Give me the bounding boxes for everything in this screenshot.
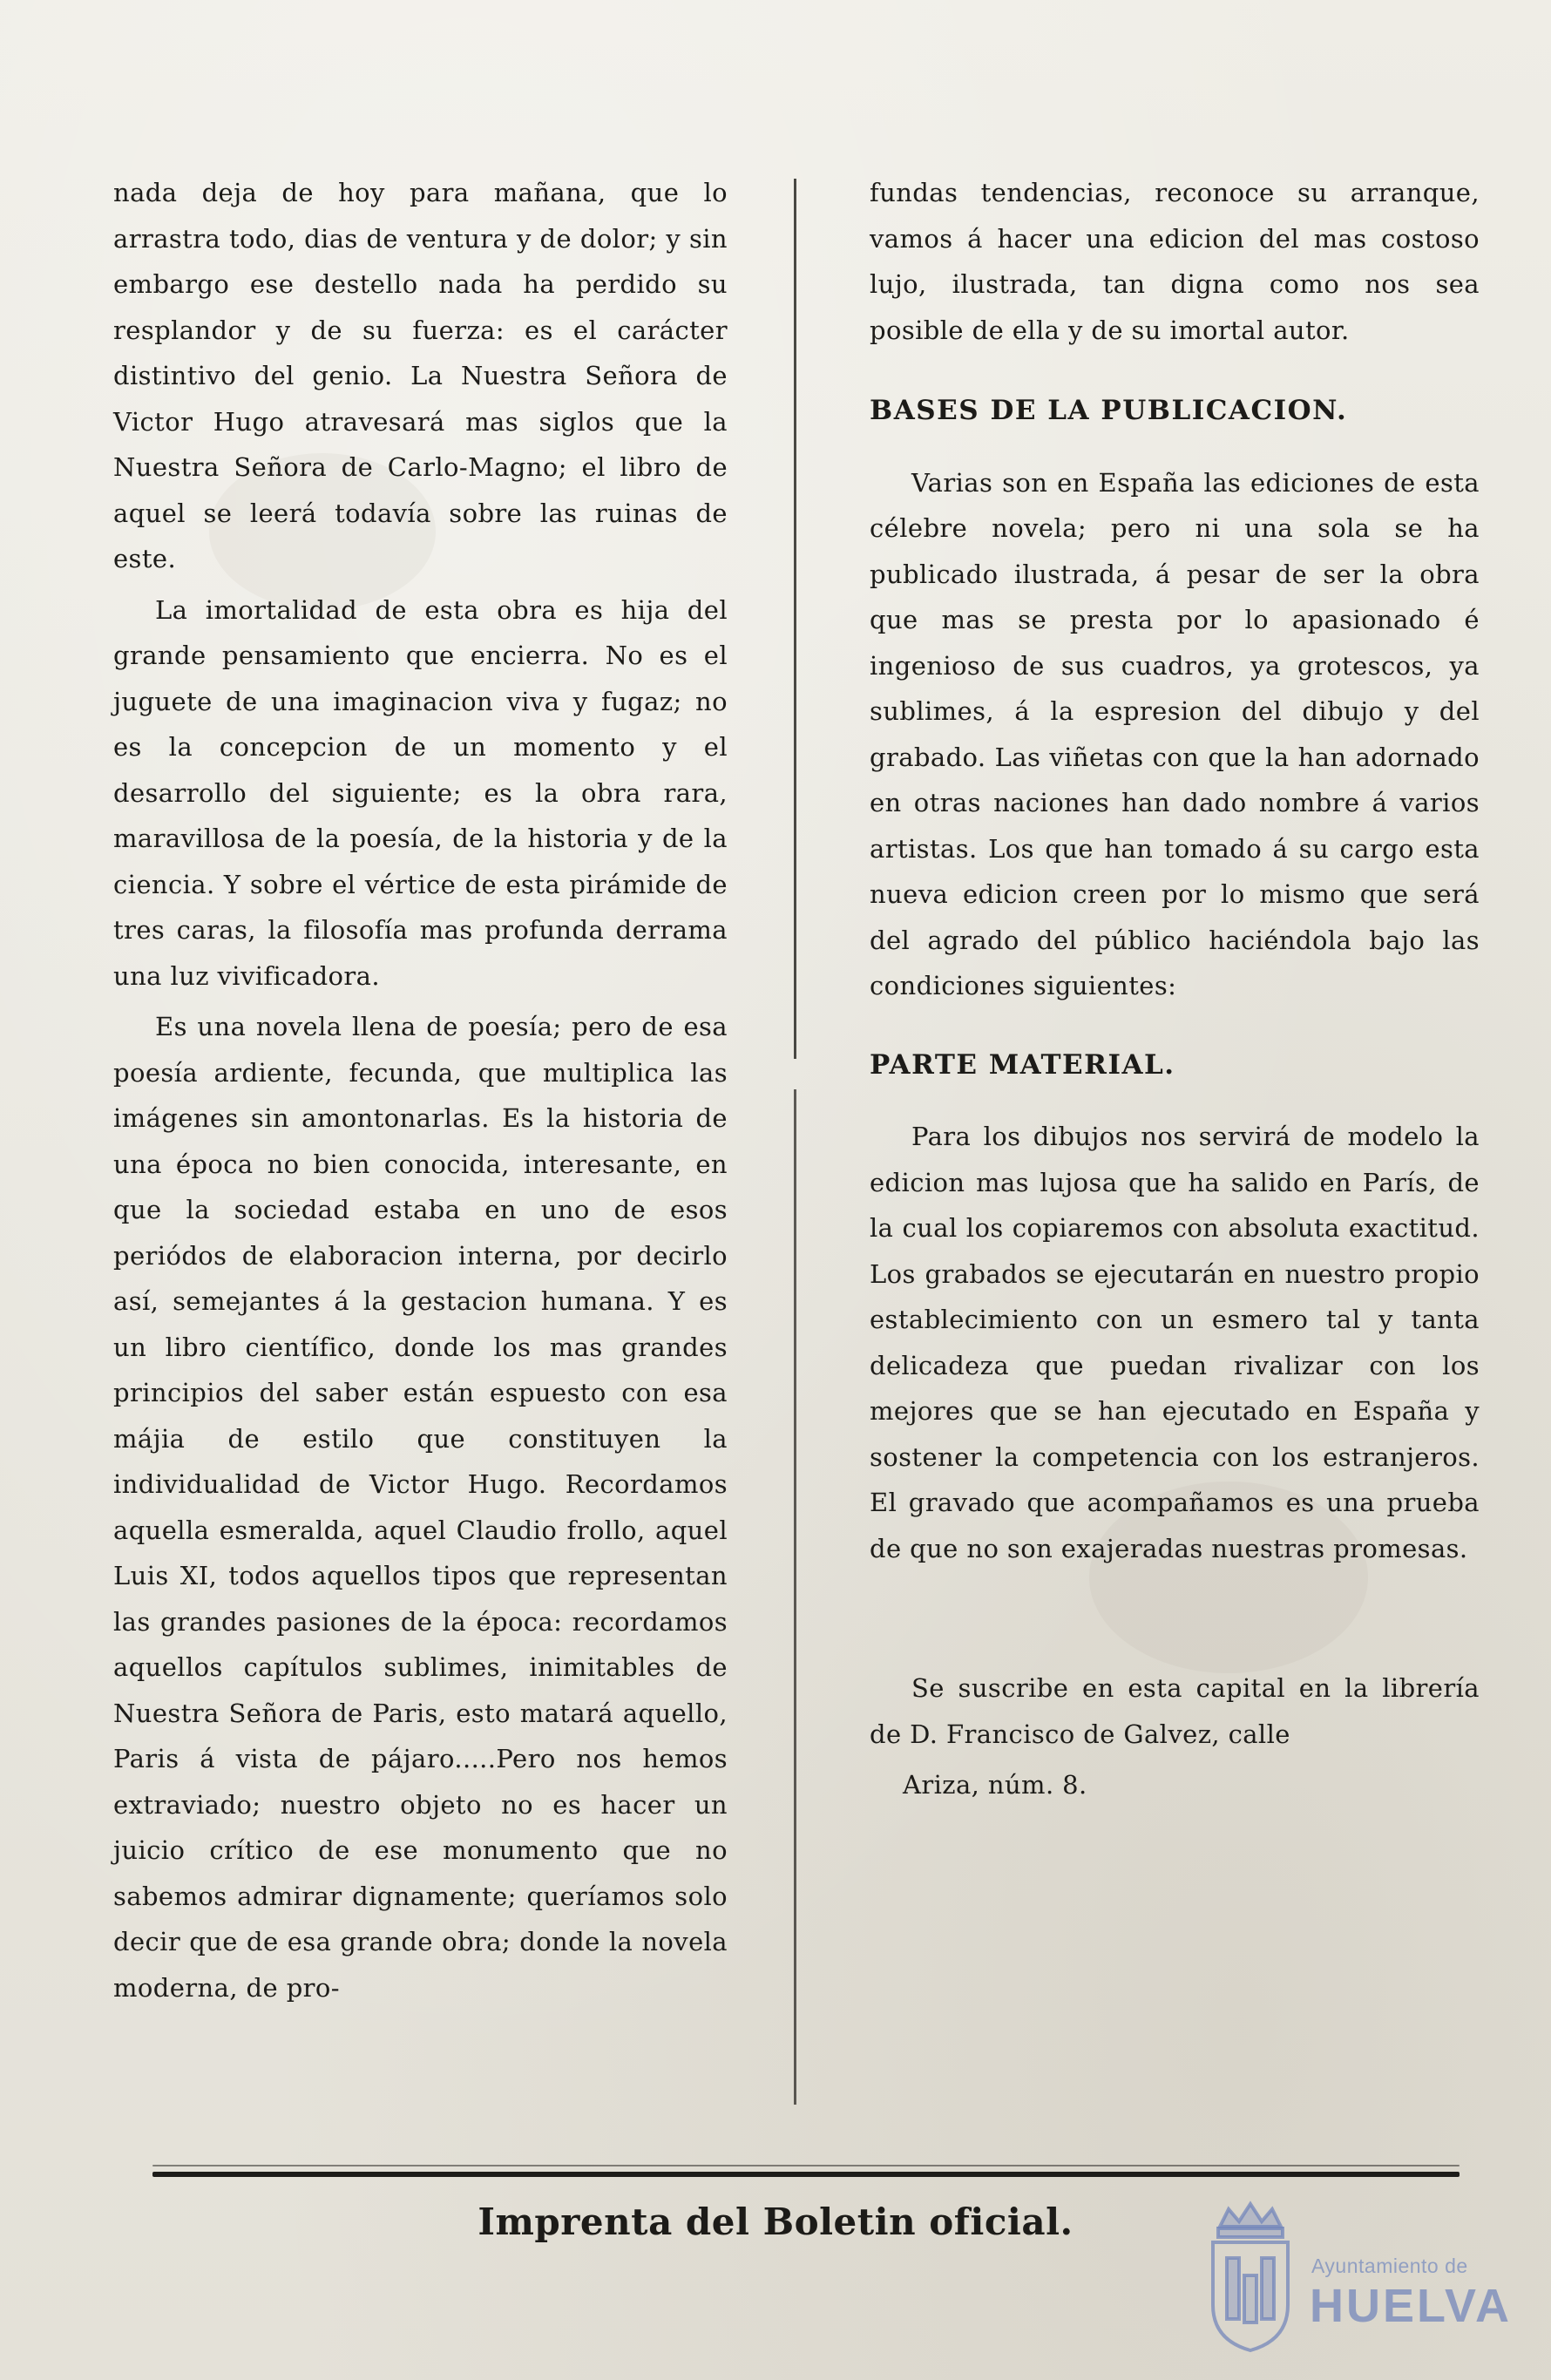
- coat-of-arms-icon: [1194, 2192, 1307, 2357]
- column-divider: [794, 1089, 796, 2105]
- left-column: [113, 170, 728, 2016]
- footer-rule-thin: [152, 2165, 1460, 2166]
- printer-imprint: Imprenta del Boletin oficial.: [477, 2200, 1074, 2243]
- left-paragraph: La imortalidad de esta obra es hija del grande pensamiento que encierra. No es el juguete de una imaginacion viva y fugaz; no es la concepcion de un momento y el desarrollo del siguiente; es la obra rara, maravillosa de la poesía, de la historia y de la ciencia. Y sobre el vértice de esta pirámide de tres caras, la filosofía mas profunda derrama una luz vivificadora.: [113, 594, 728, 991]
- watermark-organization: Ayuntamiento de: [1311, 2255, 1468, 2277]
- section-heading-material: PARTE MATERIAL.: [870, 1048, 1175, 1081]
- footer-rule: [152, 2172, 1460, 2177]
- left-paragraph: Es una novela llena de poesía; pero de esa poesía ardiente, fecunda, que multiplica las imágenes sin amontonarlas. Es la historia de una época no bien conocida, interesante, en que la sociedad estaba en uno de esos periódos de elaboracion interna, por decirlo así, semejantes á la gestacion humana. Y es un libro científico, donde los mas grandes principios del saber están espuesto con esa májia de estilo que constituyen la individualidad de Victor Hugo. Recordamos aquella esmeralda, aquel Claudio frollo, aquel Luis XI, todos aquellos tipos que representan las grandes pasiones de la época: recordamos aquellos capítulos sublimes, inimitables de Nuestra Señora de Paris, esto matará aquello, Paris á vista de pájaro.....Pero nos hemos extraviado; nuestro objeto no es hacer un juicio crítico de ese monumento que no sabemos admirar dignamente; queríamos solo decir que de esa grande obra; donde la novela moderna, de pro-: [113, 1012, 728, 2003]
- material-paragraph: Para los dibujos nos servirá de modelo la edicion mas lujosa que ha salido en París, de la cual los copiaremos con absoluta exactitud. Los grabados se ejecutarán en nuestro propio establecimiento con un esmero tal y tanta delicadeza que puedan rivalizar con los mejores que se han ejecutado en España y sostener la competencia con los estranjeros. El gravado que acompañamos es una prueba de que no son exajeradas nuestras promesas.: [870, 1122, 1480, 1563]
- right-column: [870, 170, 1480, 1814]
- right-intro-paragraph: fundas tendencias, reconoce su arranque, vamos á hacer una edicion del mas costoso lujo, ilustrada, tan digna como nos sea posible de ella y de su imortal autor.: [870, 178, 1480, 345]
- bases-paragraph: Varias son en España las ediciones de esta célebre novela; pero ni una sola se ha publicado ilustrada, á pesar de ser la obra que mas se presta por lo apasionado é ingenioso de sus cuadros, ya grotescos, ya sublimes, á la espresion del dibujo y del grabado. Las viñetas con que la han adornado en otras naciones han dado nombre á varios artistas. Los que han tomado á su cargo esta nueva edicion creen por lo mismo que será del agrado del público haciéndola bajo las condiciones siguientes:: [870, 467, 1480, 1000]
- watermark-city: HUELVA: [1310, 2280, 1512, 2332]
- column-divider: [794, 179, 796, 1059]
- watermark-logo: [1194, 2192, 1512, 2357]
- section-heading-bases: BASES DE LA PUBLICACION.: [870, 395, 1348, 426]
- left-paragraph: nada deja de hoy para mañana, que lo arrastra todo, dias de ventura y de dolor; y sin embargo ese destello nada ha perdido su resplandor y de su fuerza: es el carácter distintivo del genio. La Nuestra Señora de Victor Hugo atravesará mas siglos que la Nuestra Señora de Carlo-Magno; el libro de aquel se leerá todavía sobre las ruinas de este.: [113, 178, 728, 573]
- subscription-address: Ariza, núm. 8.: [903, 1770, 1087, 1800]
- subscription-paragraph: Se suscribe en esta capital en la librería de D. Francisco de Galvez, calle: [870, 1673, 1480, 1749]
